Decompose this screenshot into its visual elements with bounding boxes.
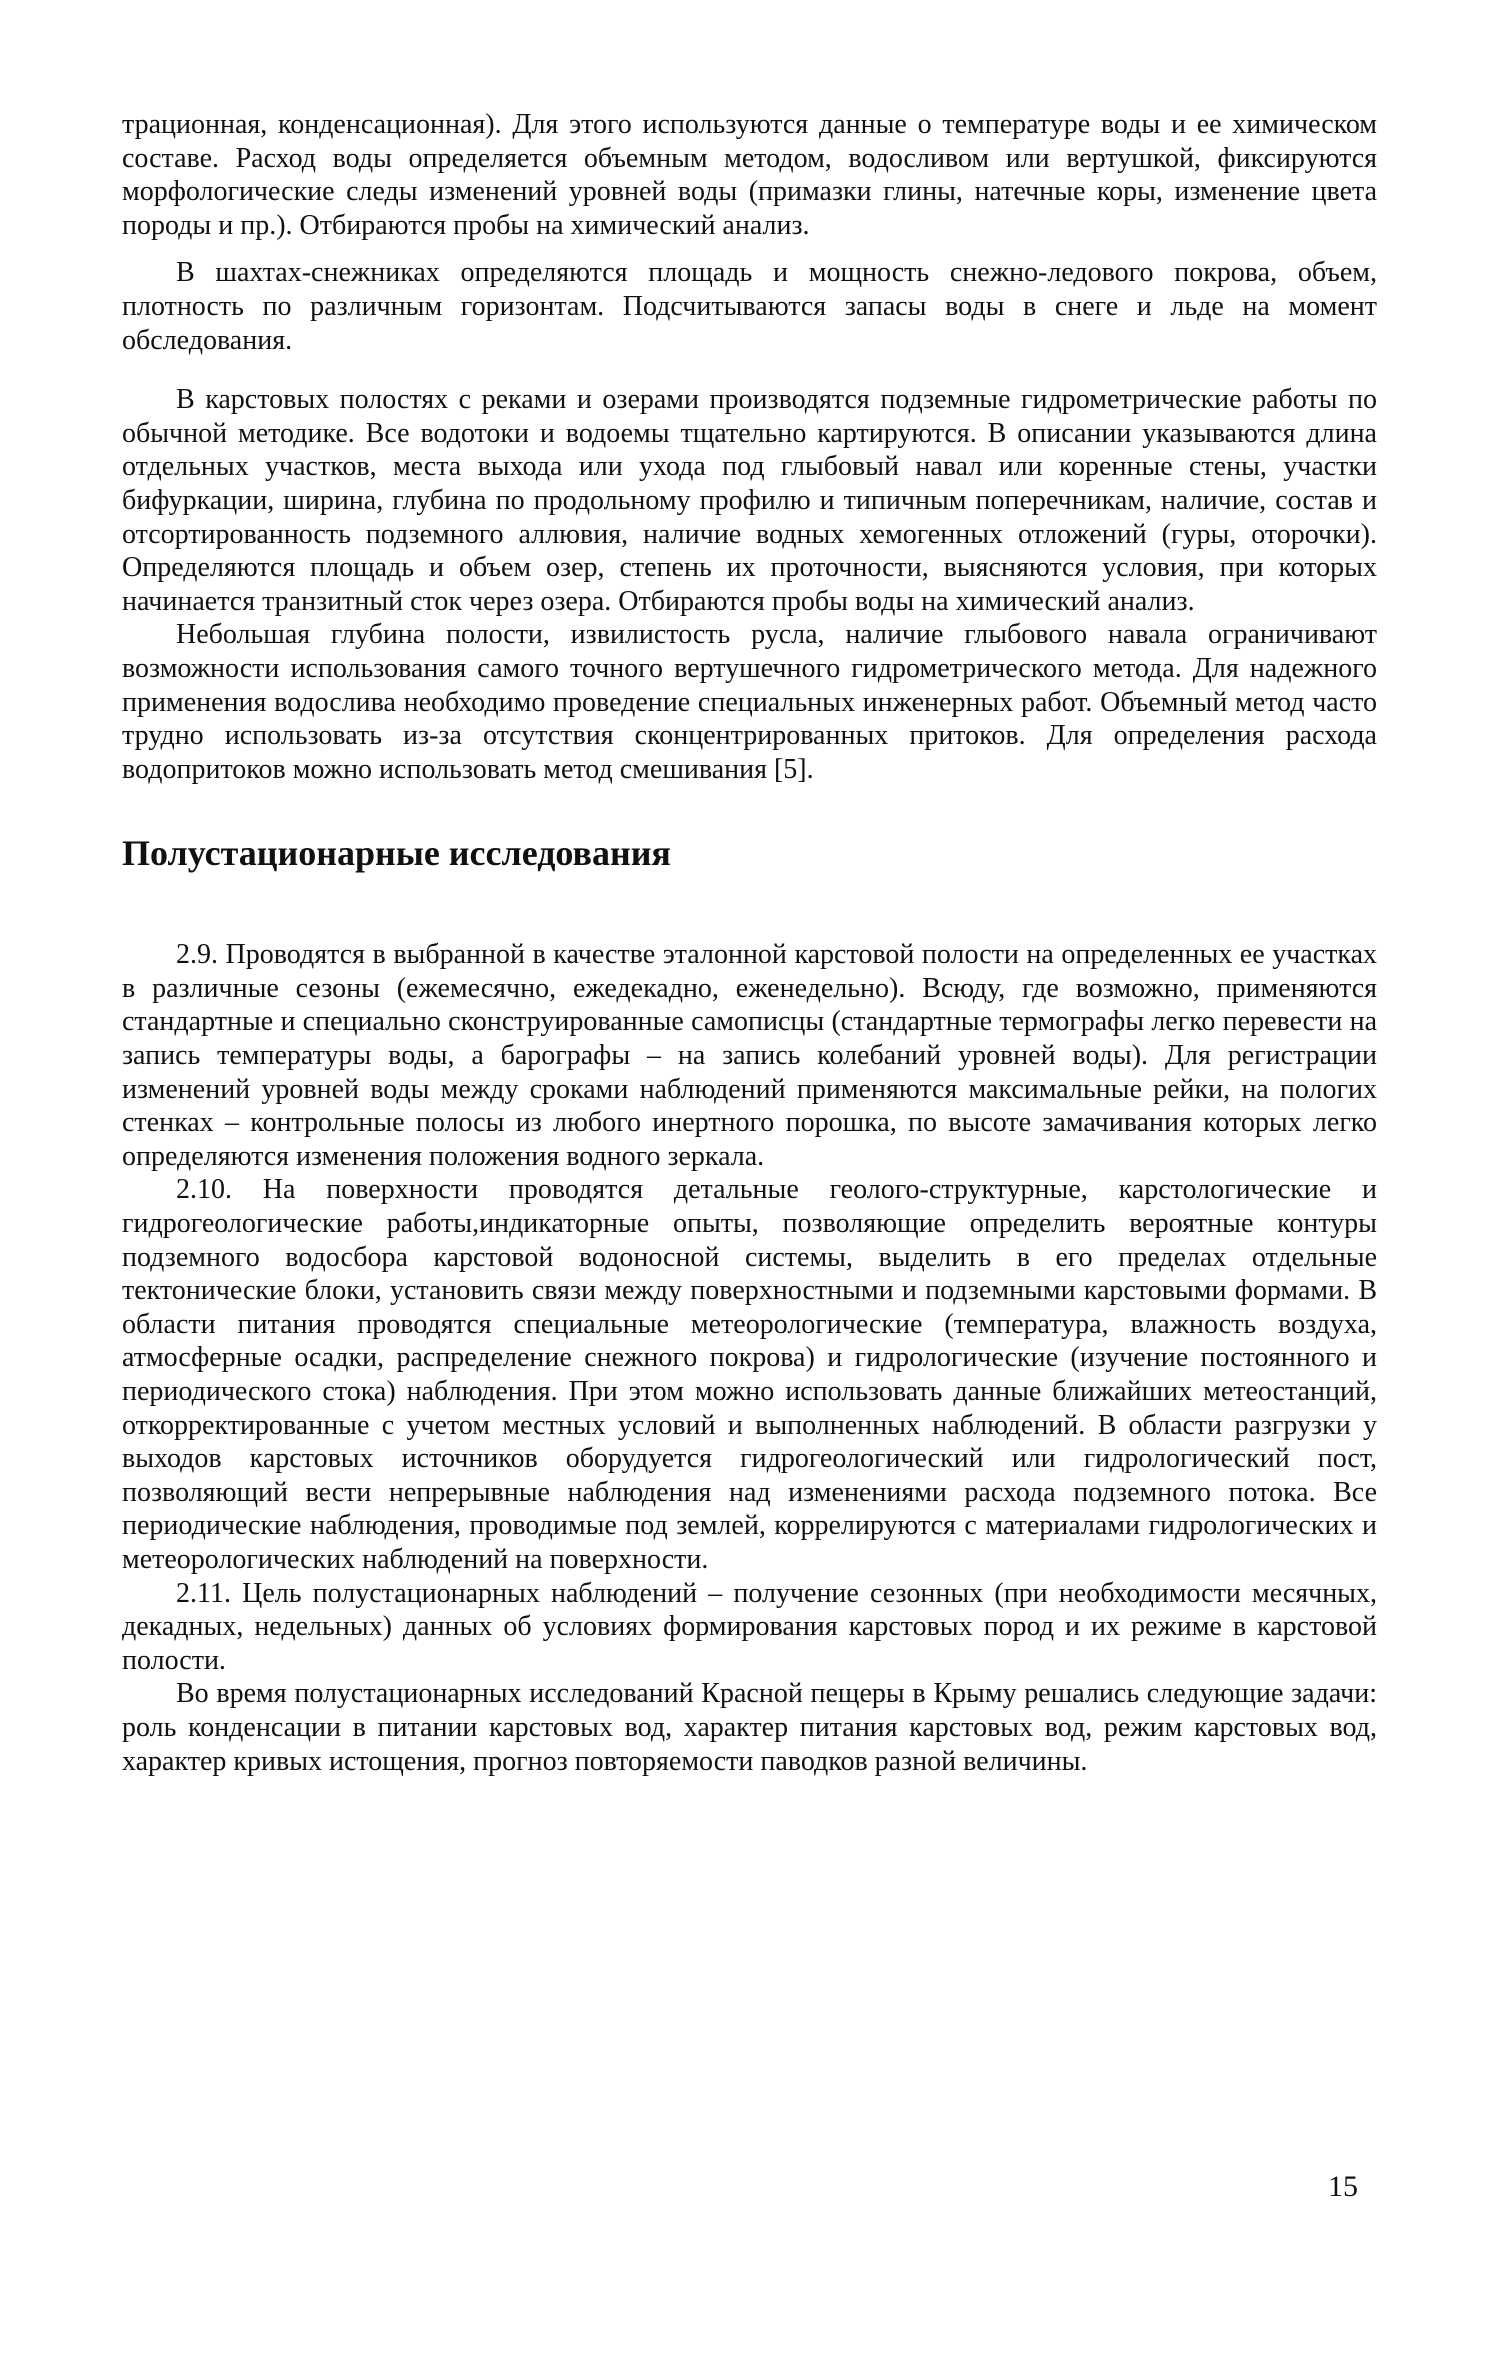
paragraph-red-cave: Во время полустационарных исследований Красной пещеры в Крыму решались следующие задачи: роль конденсации в питании карстовых вод, характер питания карстовых вод, режим карстовых вод, характер кривых истощения, прогноз повторяемости паводков разной величины. bbox=[122, 1678, 1377, 1777]
paragraph-karst-rivers: В карстовых полостях с реками и озерами производятся подземные гидрометрические работы по обычной методике. Все водотоки и водоемы тщательно картируются. В описании указываются длина отдельных участков, места выхода или ухода под глыбовый навал или коренные стены, участки бифуркации, ширина, глубина по продольному профилю и типичным поперечникам, наличие, состав и отсортированность подземного аллювия, наличие водных хемогенных отложений (гуры, оторочки). Определяются площадь и объем озер, степень их проточности, выясняются условия, при которых начинается транзитный сток через озера. Отбираются пробы воды на химический анализ. bbox=[122, 384, 1377, 617]
page-body bbox=[122, 108, 1377, 1778]
paragraph-2-11: 2.11. Цель полустационарных наблюдений – получение сезонных (при необходимости месячных, декадных, недельных) данных об условиях формирования карстовых пород и их режиме в карстовой полости. bbox=[122, 1577, 1377, 1676]
paragraph-continuation: трационная, конденсационная). Для этого используются данные о температуре воды и ее химическом составе. Расход воды определяется объемным методом, водосливом или вертушкой, фиксируются морфологические следы изменений уровней воды (примазки глины, натечные коры, изменение цвета породы и пр.). Отбираются пробы на химический анализ. bbox=[122, 109, 1377, 241]
page-number: 15 bbox=[1328, 2170, 1358, 2203]
section-heading: Полустационарные исследования bbox=[122, 833, 671, 874]
paragraph-2-9: 2.9. Проводятся в выбранной в качестве эталонной карстовой полости на определенных ее участках в различные сезоны (ежемесячно, ежедекадно, еженедельно). Всюду, где возможно, применяются стандартные и специально сконструированные самописцы (стандартные термографы легко перевести на запись температуры воды, а барографы – на запись колебаний уровней воды). Для регистрации изменений уровней воды между сроками наблюдений применяются максимальные рейки, на пологих стенках – контрольные полосы из любого инертного порошка, по высоте замачивания которых легко определяются изменения положения водного зеркала. bbox=[122, 939, 1377, 1172]
paragraph-2-10: 2.10. На поверхности проводятся детальные геолого-структурные, карстологические и гидрогеологические работы,индикаторные опыты, позволяющие определить вероятные контуры подземного водосбора карстовой водоносной системы, выделить в его пределах отдельные тектонические блоки, установить связи между поверхностными и подземными карстовыми формами. В области питания проводятся специальные метеорологические (температура, влажность воздуха, атмосферные осадки, распределение снежного покрова) и гидрологические (изучение постоянного и периодического стока) наблюдения. При этом можно использовать данные ближайших метеостанций, откорректированные с учетом местных условий и выполненных наблюдений. В области разгрузки у выходов карстовых источников оборудуется гидрогеологический или гидрологический пост, позволяющий вести непрерывные наблюдения над изменениями расхода подземного потока. Все периодические наблюдения, проводимые под землей, коррелируются с материалами гидрологических и метеорологических наблюдений на поверхности. bbox=[122, 1174, 1377, 1575]
paragraph-methods: Небольшая глубина полости, извилистость русла, наличие глыбового навала ограничивают возможности использования самого точного вертушечного гидрометрического метода. Для надежного применения водослива необходимо проведение специальных инженерных работ. Объемный метод часто трудно использовать из-за отсутствия сконцентрированных притоков. Для определения расхода водопритоков можно использовать метод смешивания [5]. bbox=[122, 619, 1377, 785]
paragraph-snow-shafts: В шахтах-снежниках определяются площадь и мощность снежно-ледового покрова, объем, плотность по различным горизонтам. Подсчитываются запасы воды в снеге и льде на момент обследования. bbox=[122, 257, 1377, 356]
